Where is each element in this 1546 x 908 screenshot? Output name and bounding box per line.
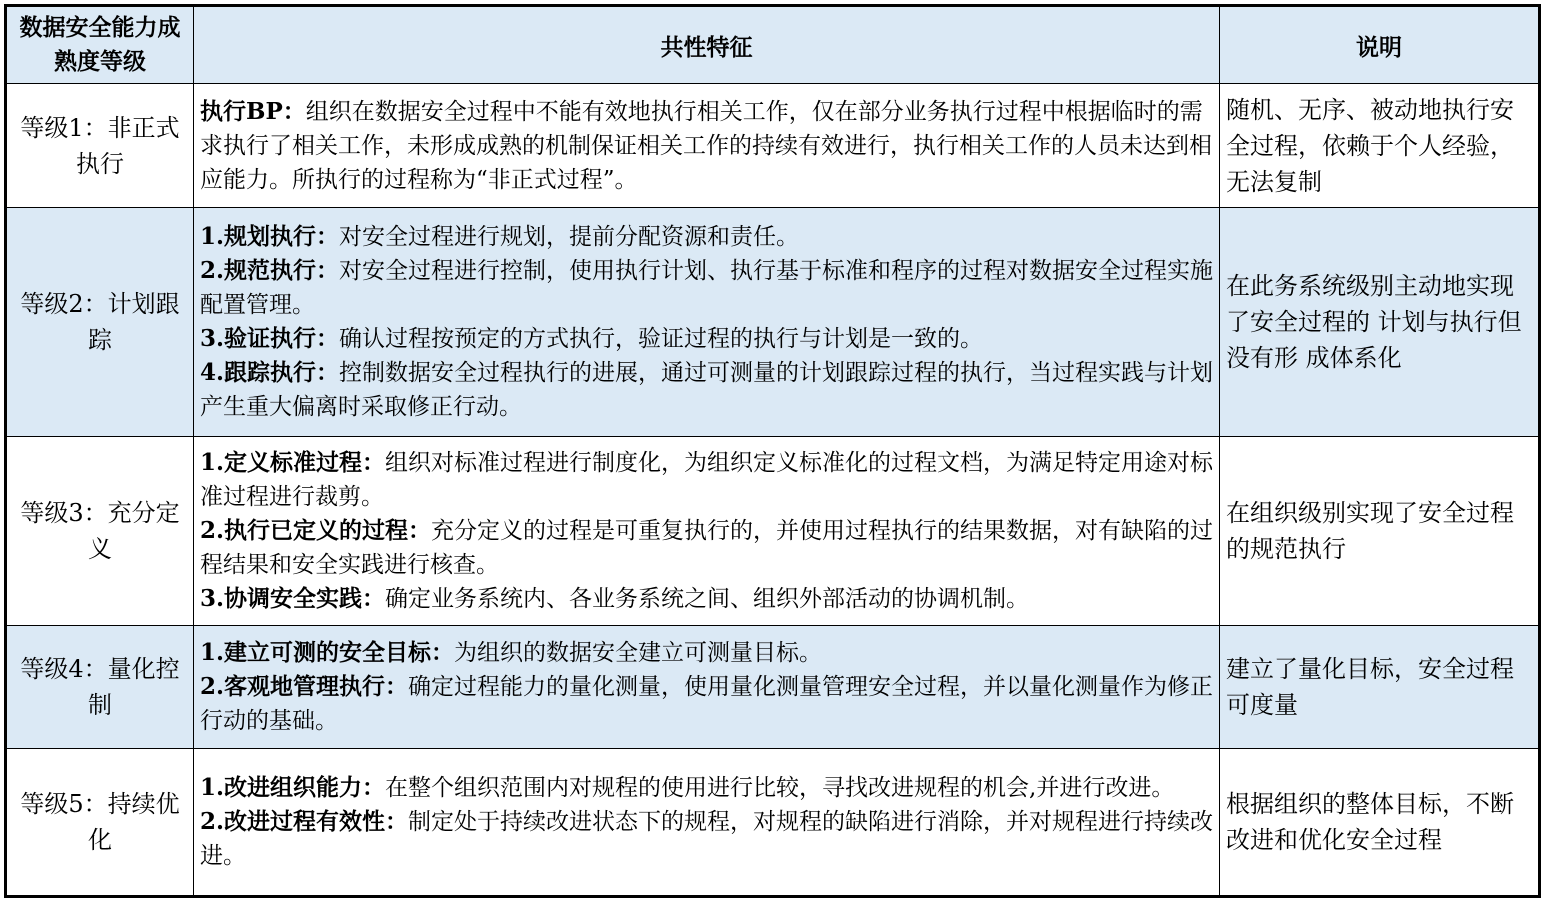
table-row-level-2: [6, 208, 1540, 437]
features-column-header: 共性特征: [194, 6, 1220, 84]
header-row: [6, 6, 1540, 84]
feature-item: [200, 805, 1213, 873]
feature-item: [200, 514, 1213, 582]
feature-label: 2.改进过程有效性：: [200, 808, 409, 835]
feature-item: [200, 220, 1213, 254]
feature-label: 3.协调安全实践：: [200, 585, 386, 612]
feature-label: 执行BP：: [200, 97, 306, 125]
description-cell: 在此务系统级别主动地实现了安全过程的 计划与执行但没有形 成体系化: [1220, 208, 1540, 437]
table-row-level-5: [6, 749, 1540, 897]
feature-text: 确认过程按预定的方式执行，验证过程的执行与计划是一致的。: [339, 326, 984, 352]
level-cell: 等级1：非正式执行: [6, 84, 194, 208]
feature-item: [200, 254, 1213, 322]
features-cell: [194, 626, 1220, 749]
feature-text: 控制数据安全过程执行的进展，通过可测量的计划跟踪过程的执行，当过程实践与计划产生重大偏离时采取修正行动。: [200, 360, 1214, 420]
feature-text: 组织在数据安全过程中不能有效地执行相关工作，仅在部分业务执行过程中根据临时的需求执行了相关工作，未形成成熟的机制保证相关工作的持续有效进行，执行相关工作的人员未达到相应能力。所执行的过程称为“非正式过程”。: [200, 98, 1212, 193]
feature-text: 对安全过程进行规划，提前分配资源和责任。: [339, 224, 800, 250]
level-cell: 等级2：计划跟踪: [6, 208, 194, 437]
feature-label: 1.定义标准过程：: [200, 449, 386, 476]
description-cell: 根据组织的整体目标，不断改进和优化安全过程: [1220, 749, 1540, 897]
table-row-level-4: [6, 626, 1540, 749]
level-cell: 等级5：持续优化: [6, 749, 194, 897]
description-cell: 建立了量化目标，安全过程可度量: [1220, 626, 1540, 749]
feature-text: 确定业务系统内、各业务系统之间、组织外部活动的协调机制。: [385, 586, 1030, 612]
feature-item: [200, 322, 1213, 356]
feature-label: 1.规划执行：: [200, 223, 340, 250]
level-cell: 等级3：充分定义: [6, 437, 194, 626]
features-cell: [194, 749, 1220, 897]
feature-label: 2.执行已定义的过程：: [200, 517, 432, 544]
feature-label: 3.验证执行：: [200, 325, 340, 352]
feature-text: 为组织的数据安全建立可测量目标。: [454, 640, 823, 666]
feature-label: 4.跟踪执行：: [200, 359, 340, 386]
description-column-header: 说明: [1220, 6, 1540, 84]
level-cell: 等级4：量化控制: [6, 626, 194, 749]
feature-text: 充分定义的过程是可重复执行的，并使用过程执行的结果数据，对有缺陷的过程结果和安全实践进行核查。: [200, 518, 1214, 578]
feature-label: 2.规范执行：: [200, 257, 340, 284]
feature-text: 制定处于持续改进状态下的规程，对规程的缺陷进行消除，并对规程进行持续改进。: [200, 809, 1214, 869]
description-cell: 随机、无序、被动地执行安全过程，依赖于个人经验，无法复制: [1220, 84, 1540, 208]
feature-item: [200, 670, 1213, 738]
feature-item: [200, 99, 1212, 193]
maturity-table: [4, 4, 1541, 898]
feature-label: 2.客观地管理执行：: [200, 673, 409, 700]
features-cell: [194, 84, 1220, 208]
feature-item: [200, 446, 1213, 514]
feature-item: [200, 356, 1213, 424]
level-column-header: 数据安全能力成熟度等级: [6, 6, 194, 84]
description-cell: 在组织级别实现了安全过程的规范执行: [1220, 437, 1540, 626]
feature-item: [200, 771, 1213, 805]
feature-label: 1.建立可测的安全目标：: [200, 639, 455, 666]
features-cell: [194, 437, 1220, 626]
features-cell: [194, 208, 1220, 437]
feature-text: 在整个组织范围内对规程的使用进行比较，寻找改进规程的机会,并进行改进。: [385, 775, 1175, 801]
feature-text: 组织对标准过程进行制度化，为组织定义标准化的过程文档，为满足特定用途对标准过程进行裁剪。: [200, 450, 1214, 510]
feature-text: 确定过程能力的量化测量，使用量化测量管理安全过程，并以量化测量作为修正行动的基础。: [200, 674, 1214, 734]
feature-text: 对安全过程进行控制，使用执行计划、执行基于标准和程序的过程对数据安全过程实施配置管理。: [200, 258, 1214, 318]
table-row-level-1: [6, 84, 1540, 208]
table-row-level-3: [6, 437, 1540, 626]
feature-item: [200, 636, 1213, 670]
feature-item: [200, 582, 1213, 616]
feature-label: 1.改进组织能力：: [200, 774, 386, 801]
